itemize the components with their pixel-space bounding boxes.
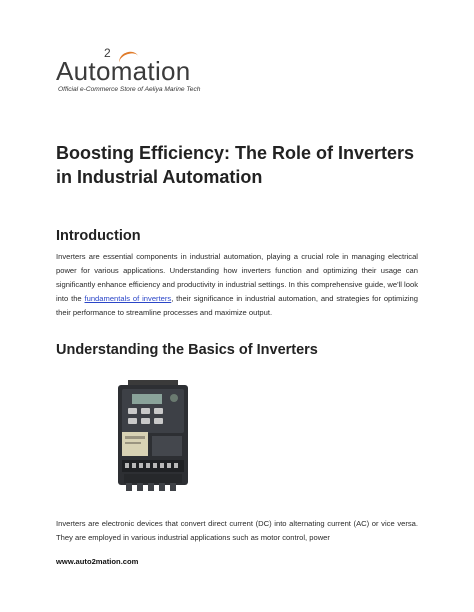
basics-heading: Understanding the Basics of Inverters bbox=[56, 342, 318, 358]
inverter-drive-photo bbox=[112, 380, 192, 492]
logo-tagline: Official e-Commerce Store of Aeliya Marine Tech bbox=[58, 86, 201, 93]
footer-website-url: www.auto2mation.com bbox=[56, 557, 139, 566]
basics-paragraph: Inverters are electronic devices that convert direct current (DC) into alternating current (AC) or vice versa. They are employed in various industrial applications such as motor control, power bbox=[56, 519, 418, 542]
fundamentals-of-inverters-link[interactable]: fundamentals of inverters bbox=[84, 294, 172, 303]
intro-paragraph: Inverters are essential components in industrial automation, playing a crucial role in managing electrical power for various applications. Understanding how inverters function and optimizing their usage can significantly enhance efficiency and productivity in industrial settings. In this comprehensive guide, we'll look into the fundamentals of inverters, their significance in industrial automation, and strategies for optimizing their performance to streamline processes and maximize output. bbox=[56, 252, 419, 317]
brand-logo bbox=[56, 46, 226, 98]
document-title: Boosting Efficiency: The Role of Inverters in Industrial Automation bbox=[56, 143, 415, 187]
logo-wordmark: Auto 2 mation bbox=[56, 46, 191, 86]
intro-heading: Introduction bbox=[56, 228, 141, 244]
logo-superscript: 2 bbox=[103, 46, 111, 60]
